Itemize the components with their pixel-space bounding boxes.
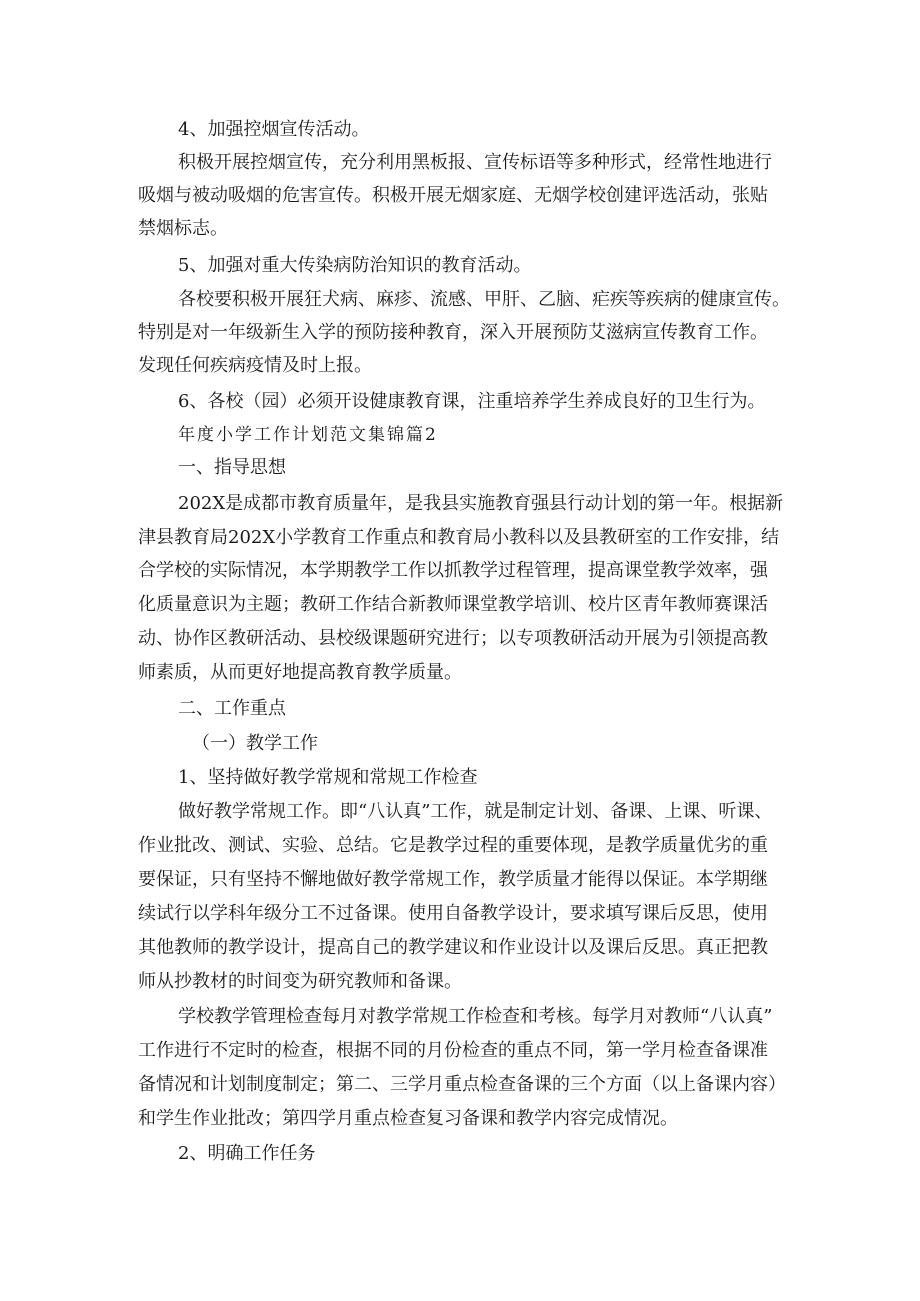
item-heading: 2、明确工作任务 <box>178 1143 316 1164</box>
paragraph-line: 合学校的实际情况，本学期教学工作以抓教学过程管理，提高课堂教学效率，强 <box>138 560 768 581</box>
paragraph-line: 发现任何疾病疫情及时上报。 <box>138 355 372 376</box>
paragraph-line: 要保证，只有坚持不懈地做好教学常规工作，教学质量才能得以保证。本学期继 <box>138 869 768 890</box>
article-title: 年度小学工作计划范文集锦篇2 <box>178 425 438 445</box>
paragraph-line: 学校教学管理检查每月对教学常规工作检查和考核。每学月对教师“八认真” <box>178 1006 773 1027</box>
section-heading: 一、指导思想 <box>178 457 286 478</box>
item-heading: 1、坚持做好教学常规和常规工作检查 <box>178 767 478 788</box>
paragraph-line: 津县教育局202X小学教育工作重点和教育局小教科以及县教研室的工作安排，结 <box>138 527 780 548</box>
paragraph-line: 各校要积极开展狂犬病、麻疹、流感、甲肝、乙脑、疟疾等疾病的健康宣传。 <box>178 289 790 310</box>
paragraph-line: 做好教学常规工作。即“八认真”工作，就是制定计划、备课、上课、听课、 <box>178 801 773 822</box>
paragraph-line: 化质量意识为主题；教研工作结合新教师课堂教学培训、校片区青年教师赛课活 <box>138 594 768 615</box>
paragraph-line: 作业批改、测试、实验、总结。它是教学过程的重要体现，是教学质量优劣的重 <box>138 835 768 856</box>
item5-heading: 5、加强对重大传染病防治知识的教育活动。 <box>178 255 532 276</box>
item4-heading: 4、加强控烟宣传活动。 <box>178 119 370 140</box>
section-heading: 二、工作重点 <box>178 698 286 719</box>
paragraph-line: 师从抄教材的时间变为研究教师和备课。 <box>138 971 462 992</box>
paragraph-line: 续试行以学科年级分工不过备课。使用自备教学设计，要求填写课后反思，使用 <box>138 903 768 924</box>
subsection-heading: （一）教学工作 <box>192 733 318 754</box>
paragraph-line: 禁烟标志。 <box>138 218 228 239</box>
paragraph-line: 备情况和计划制度制定；第二、三学月重点检查备课的三个方面（以上备课内容） <box>138 1074 786 1095</box>
item6-heading: 6、各校（园）必须开设健康教育课，注重培养学生养成良好的卫生行为。 <box>178 391 766 412</box>
paragraph-line: 吸烟与被动吸烟的危害宣传。积极开展无烟家庭、无烟学校创建评选活动，张贴 <box>138 185 768 206</box>
paragraph-line: 其他教师的教学设计，提高自己的教学建议和作业设计以及课后反思。真正把教 <box>138 937 768 958</box>
paragraph-line: 师素质，从而更好地提高教育教学质量。 <box>138 662 462 683</box>
paragraph-line: 特别是对一年级新生入学的预防接种教育，深入开展预防艾滋病宣传教育工作。 <box>138 322 768 343</box>
paragraph-line: 202X是成都市教育质量年，是我县实施教育强县行动计划的第一年。根据新 <box>178 493 784 514</box>
paragraph-line: 工作进行不定时的检查，根据不同的月份检查的重点不同，第一学月检查备课准 <box>138 1040 768 1061</box>
paragraph-line: 动、协作区教研活动、县校级课题研究进行；以专项教研活动开展为引领提高教 <box>138 628 768 649</box>
paragraph-line: 积极开展控烟宣传，充分利用黑板报、宣传标语等多种形式，经常性地进行 <box>178 152 772 173</box>
paragraph-line: 和学生作业批改；第四学月重点检查复习备课和教学内容完成情况。 <box>138 1108 678 1129</box>
